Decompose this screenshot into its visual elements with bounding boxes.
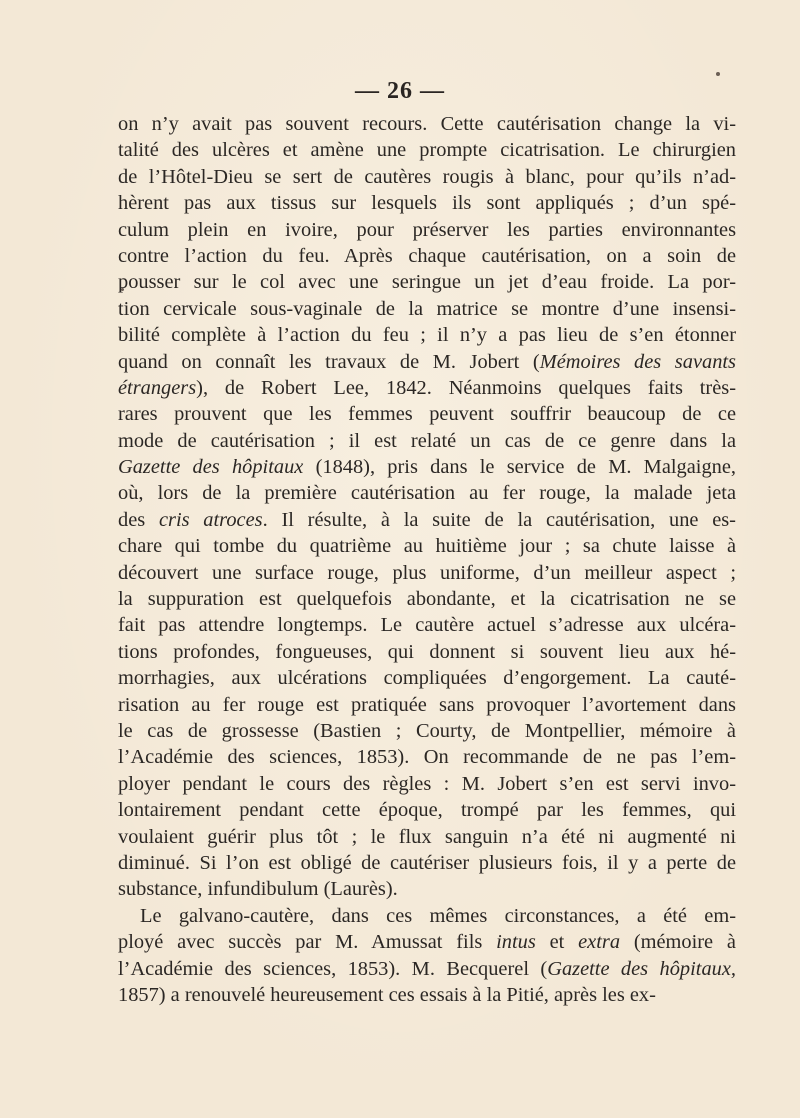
text-run: et — [535, 931, 579, 954]
text-line — [118, 982, 736, 1008]
text-run: l’Académie des sciences, 1853). M. Becquerel ( — [118, 957, 548, 980]
text-line — [118, 876, 736, 902]
text-run: l’Académie des sciences, 1853). On recommande de ne pas l’em- — [118, 746, 736, 769]
text-run: découvert une surface rouge, plus uniforme, d’un meilleur aspect ; — [118, 561, 736, 584]
text-run: 1857) a renouvelé heureusement ces essais à la Pitié, après les ex- — [118, 983, 656, 1006]
text-line — [118, 296, 736, 322]
text-line — [118, 903, 736, 929]
text-run: on n’y avait pas souvent recours. Cette cautérisation change la vi- — [118, 113, 736, 135]
text-run: morrhagies, aux ulcérations compliquées d’engorgement. La cauté- — [118, 667, 736, 690]
text-line — [118, 428, 736, 454]
italic-text: Mémoires des savants — [539, 350, 736, 373]
text-line — [118, 401, 736, 427]
text-line — [118, 665, 736, 691]
text-run: ployer pendant le cours des règles : M. Jobert s’en est servi invo- — [118, 772, 736, 795]
ink-speck — [716, 72, 720, 76]
text-line — [118, 692, 736, 718]
text-line — [118, 718, 736, 744]
text-line — [118, 612, 736, 638]
text-run: lontairement pendant cette époque, trompé par les femmes, qui — [118, 799, 736, 822]
page-number: — 26 — — [355, 78, 445, 104]
italic-text: étrangers — [118, 376, 197, 399]
text-line — [118, 190, 736, 216]
text-run: culum plein en ivoire, pour préserver les parties environnantes — [118, 218, 736, 241]
text-run: de l’Hôtel-Dieu se sert de cautères rougis à blanc, pour qu’ils n’ad- — [118, 165, 736, 188]
italic-text: intus — [496, 931, 536, 954]
text-line — [118, 507, 736, 533]
text-run: (1848), pris dans le service de M. Malgaigne, — [303, 456, 736, 479]
text-line — [118, 744, 736, 770]
text-line — [118, 217, 736, 243]
text-run: où, lors de la première cautérisation au fer rouge, la malade jeta — [118, 482, 736, 505]
text-run: chare qui tombe du quatrième au huitième jour ; sa chute laisse à — [118, 535, 736, 558]
text-line — [118, 375, 736, 401]
text-run: voulaient guérir plus tôt ; le flux sanguin n’a été ni augmenté ni — [118, 825, 736, 848]
text-line — [118, 137, 736, 163]
text-run: rares prouvent que les femmes peuvent souffrir beaucoup de ce — [118, 403, 736, 426]
text-line — [118, 956, 736, 982]
italic-text: Gazette des hôpitaux, — [547, 957, 736, 980]
italic-text: extra — [578, 931, 621, 954]
text-line — [118, 929, 736, 955]
text-line — [118, 454, 736, 480]
text-line — [118, 111, 736, 137]
italic-text: Gazette des hôpitaux — [118, 456, 304, 479]
text-line — [118, 824, 736, 850]
text-run: fait pas attendre longtemps. Le cautère actuel s’adresse aux ulcéra- — [118, 614, 736, 637]
text-run: . Il résulte, à la suite de la cautérisation, une es- — [262, 508, 736, 531]
text-run: bilité complète à l’action du feu ; il n’y a pas lieu de s’en étonner — [118, 324, 736, 347]
text-line — [118, 797, 736, 823]
text-run: quand on connaît les travaux de M. Jobert ( — [118, 350, 540, 373]
text-run: substance, infundibulum (Laurès). — [118, 878, 398, 901]
text-line — [118, 533, 736, 559]
text-line — [118, 349, 736, 375]
text-run: des — [118, 508, 159, 531]
text-line — [118, 269, 736, 295]
text-run: contre l’action du feu. Après chaque cautérisation, on a soin de — [118, 244, 736, 267]
text-run: risation au fer rouge est pratiquée sans provoquer l’avortement dans — [118, 693, 736, 716]
text-run: pousser sur le col avec une seringue un jet d’eau froide. La por- — [118, 271, 736, 294]
text-line — [118, 243, 736, 269]
text-line — [118, 164, 736, 190]
text-line — [118, 771, 736, 797]
text-run: la suppuration est quelquefois abondante, et la cicatrisation ne se — [118, 588, 736, 611]
text-run: Le galvano-cautère, dans ces mêmes circonstances, a été em- — [140, 904, 736, 927]
text-line — [118, 639, 736, 665]
text-line — [118, 480, 736, 506]
text-run: mode de cautérisation ; il est relaté un cas de ce genre dans la — [118, 429, 736, 452]
text-line — [118, 560, 736, 586]
text-line — [118, 586, 736, 612]
text-run: tion cervicale sous-vaginale de la matrice se montre d’une insensi- — [118, 297, 736, 320]
text-line — [118, 850, 736, 876]
text-run: diminué. Si l’on est obligé de cautériser plusieurs fois, il y a perte de — [118, 851, 736, 874]
text-run: talité des ulcères et amène une prompte cicatrisation. Le chirurgien — [118, 139, 736, 162]
text-run: le cas de grossesse (Bastien ; Courty, de Montpellier, mémoire à — [118, 719, 736, 742]
text-run: ), de Robert Lee, 1842. Néanmoins quelques faits très- — [196, 376, 736, 399]
text-run: ployé avec succès par M. Amussat fils — [118, 931, 497, 954]
text-run: tions profondes, fongueuses, qui donnent si souvent lieu aux hé- — [118, 640, 736, 663]
italic-text: cris atroces — [158, 508, 263, 531]
text-run: hèrent pas aux tissus sur lesquels ils sont appliqués ; d’un spé- — [118, 192, 736, 215]
text-run: (mémoire à — [620, 931, 736, 954]
body-text — [118, 111, 736, 1008]
text-line — [118, 322, 736, 348]
